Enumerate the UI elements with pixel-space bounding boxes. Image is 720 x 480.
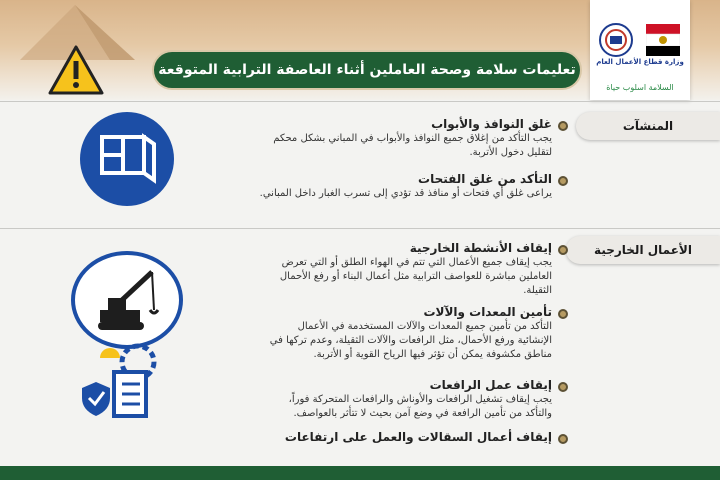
item-stop-outdoor-activities	[190, 240, 552, 298]
safety-checklist-icon	[76, 342, 166, 422]
item-text: يجب إيقاف تشغيل الرافعات والأوناش والرافعات المتحركة فوراً،	[288, 394, 552, 405]
footer-bar	[0, 466, 720, 480]
item-text: العاملين مباشرة للعواصف الترابية مثل أعمال البناء أو رفع الأحمال	[279, 271, 552, 282]
ministry-logo	[590, 0, 690, 100]
warning-icon	[48, 44, 104, 96]
item-text: لتقليل دخول الأتربة.	[469, 147, 552, 158]
section-label-outdoor-work: الأعمال الخارجية	[566, 236, 720, 264]
item-text: الإنشائية ورفع الأحمال، مثل الرافعات والآلات الثقيلة، وعدم تركها في	[269, 335, 552, 346]
bullet-dot	[558, 434, 568, 444]
item-text: يجب التأكد من إغلاق جميع النوافذ والأبواب في المباني بشكل محكم	[273, 133, 552, 144]
page-title: تعليمات سلامة وصحة العاملين أثناء العاصفة الترابية المتوقعة	[152, 50, 582, 90]
item-text: التأكد من تأمين جميع المعدات والآلات المستخدمة في الأعمال	[297, 321, 552, 332]
emblem-icon	[598, 22, 634, 58]
item-close-openings	[160, 171, 552, 201]
bullet-dot	[558, 382, 568, 392]
bullet-dot	[558, 176, 568, 186]
bullet-dot	[558, 309, 568, 319]
bullet-dot	[558, 245, 568, 255]
ministry-slogan: السلامة اسلوب حياة	[606, 83, 674, 92]
item-heading: إيقاف عمل الرافعات	[429, 378, 552, 392]
item-stop-scaffolding	[190, 429, 552, 445]
crane-icon	[70, 250, 184, 350]
item-text: مناطق مكشوفة يمكن أن تؤثر فيها الرياح القوية أو الأتربة.	[313, 349, 552, 360]
divider	[0, 228, 720, 229]
item-heading: غلق النوافذ والأبواب	[431, 117, 552, 131]
item-close-windows	[160, 116, 552, 160]
bullet-dot	[558, 121, 568, 131]
item-heading: إيقاف أعمال السقالات والعمل على ارتفاعات	[284, 430, 552, 444]
item-text: يراعى غلق أي فتحات أو منافذ قد تؤدي إلى تسرب الغبار داخل المباني.	[259, 188, 552, 199]
ministry-name: وزارة قطاع الأعمال العام	[596, 58, 684, 66]
item-text: والتأكد من تأمين الرافعة في وضع آمن بحيث لا تتأثر بالعواصف.	[293, 408, 552, 419]
item-heading: إيقاف الأنشطة الخارجية	[409, 241, 552, 255]
section-label-facilities: المنشآت	[576, 112, 720, 140]
item-text: يجب إيقاف جميع الأعمال التي تتم في الهواء الطلق أو التي تعرض	[281, 257, 552, 268]
item-text: الثقيلة.	[523, 285, 552, 296]
item-stop-cranes	[190, 377, 552, 421]
item-heading: تأمين المعدات والآلات	[423, 305, 552, 319]
divider	[0, 101, 720, 102]
item-secure-equipment	[190, 304, 552, 362]
item-heading: التأكد من غلق الفتحات	[418, 172, 552, 186]
egypt-flag-icon	[646, 24, 680, 56]
